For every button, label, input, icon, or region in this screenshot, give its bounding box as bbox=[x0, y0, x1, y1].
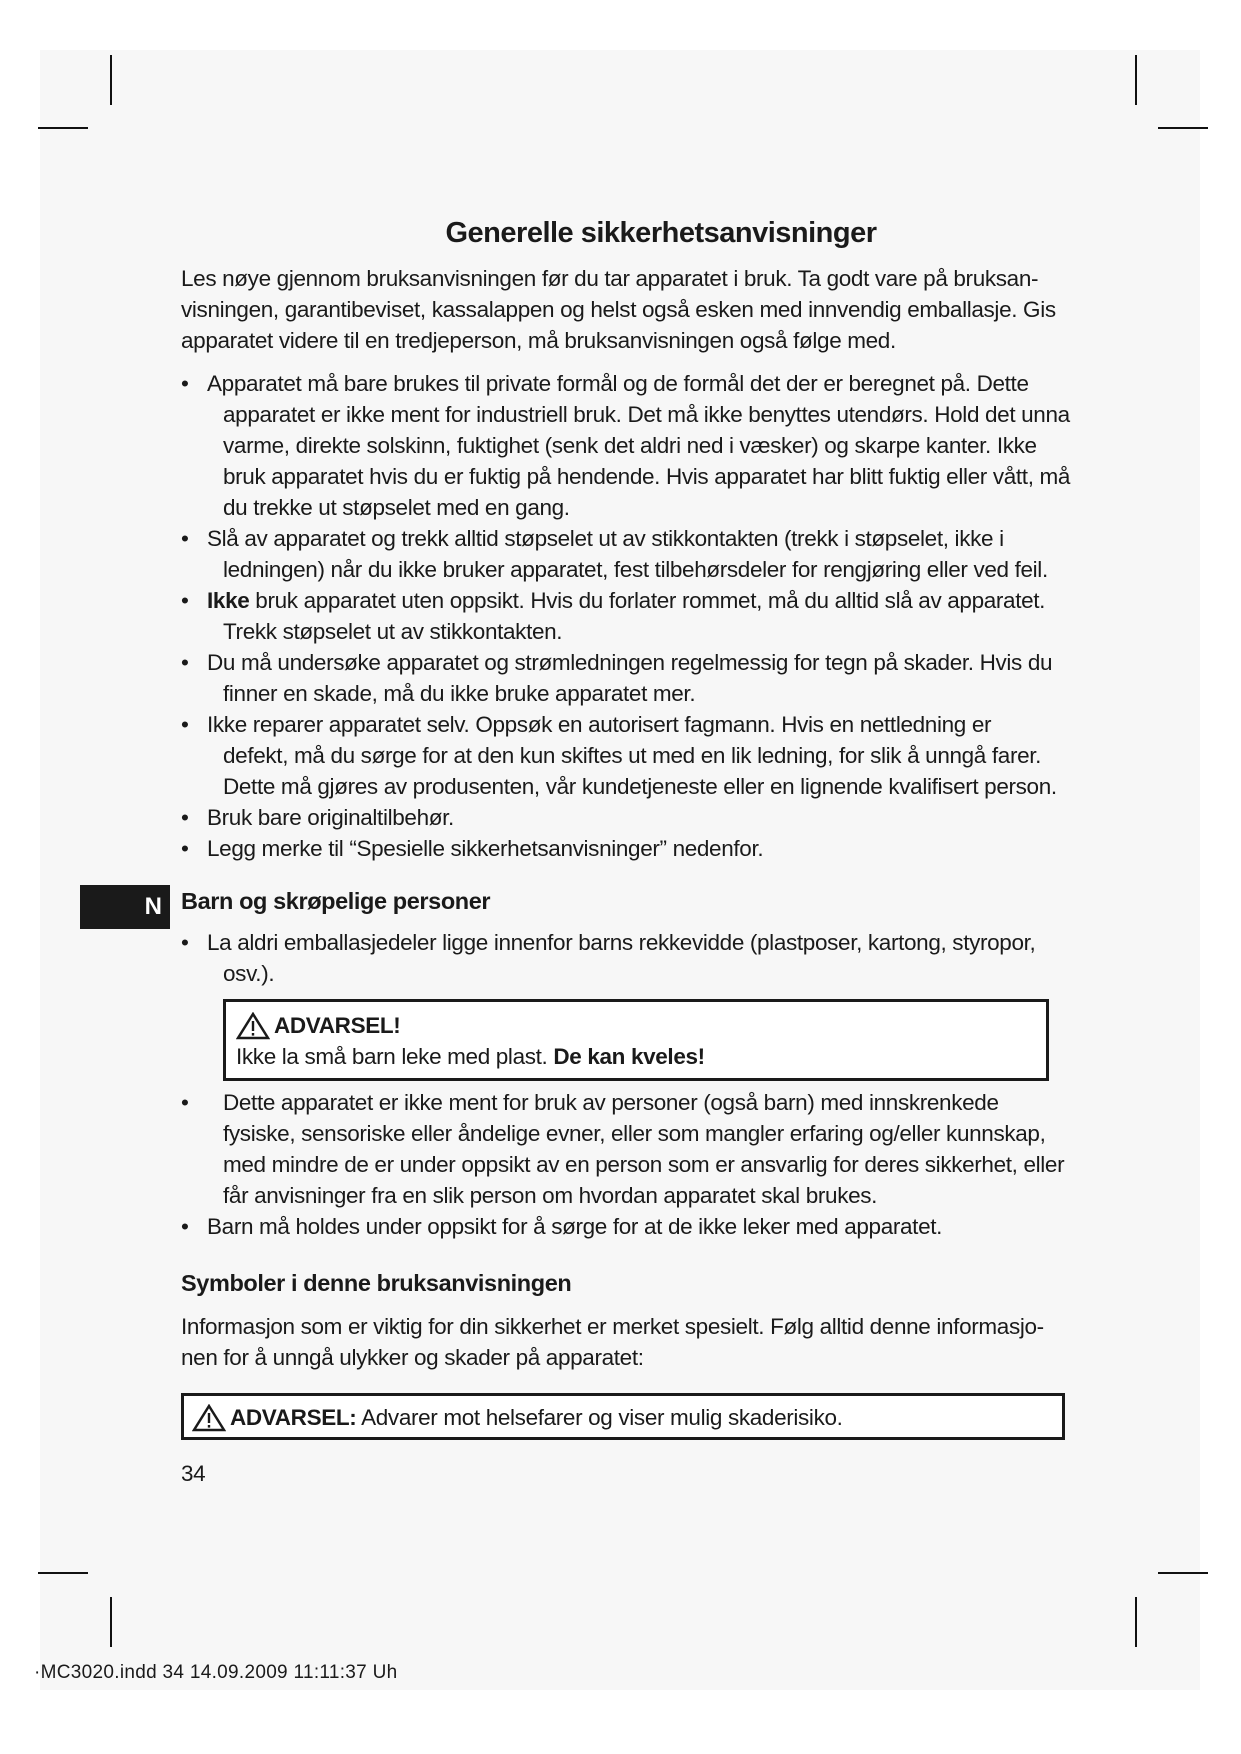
children-bullet-list bbox=[181, 927, 1071, 989]
bullet-line: finner en skade, må du ikke bruke apparatet mer. bbox=[223, 681, 696, 706]
bullet-line: defekt, må du sørge for at den kun skiftes ut med en lik ledning, for slik å unngå farer. bbox=[223, 743, 1042, 768]
print-slug: ·MC3020.indd 34 14.09.2009 11:11:37 Uh bbox=[34, 1662, 398, 1683]
crop-mark-top-right-v bbox=[1135, 55, 1137, 105]
page-number: 34 bbox=[181, 1461, 206, 1486]
bullet-line: La aldri emballasjedeler ligge innenfor barns rekkevidde (plastposer, kartong, styropor, bbox=[207, 930, 1036, 955]
warning-triangle-icon bbox=[236, 1012, 270, 1040]
bullet-line: bruk apparatet uten oppsikt. Hvis du forlater rommet, må du alltid slå av apparatet. bbox=[249, 588, 1046, 613]
warning-box-children bbox=[223, 999, 1049, 1081]
warning-text-bold: De kan kveles! bbox=[553, 1044, 705, 1069]
warning-box-symbols bbox=[181, 1393, 1065, 1440]
crop-mark-top-left-v bbox=[110, 55, 112, 105]
children-bullet-list-2 bbox=[181, 1087, 1071, 1242]
warning-label: ADVARSEL: bbox=[230, 1405, 357, 1430]
bullet-line: du trekke ut støpselet med en gang. bbox=[223, 495, 570, 520]
list-item bbox=[181, 368, 1071, 523]
bullet-line: osv.). bbox=[223, 961, 275, 986]
symbols-section-heading: Symboler i denne bruksanvisningen bbox=[181, 1270, 572, 1296]
crop-mark-top-left-h bbox=[38, 127, 88, 129]
list-item bbox=[181, 1087, 1071, 1211]
bullet-line: fysiske, sensoriske eller åndelige evner, eller som mangler erfaring og/eller kunnskap, bbox=[223, 1121, 1046, 1146]
list-item bbox=[181, 833, 1071, 864]
language-tab: N bbox=[80, 885, 170, 929]
crop-mark-top-right-h bbox=[1158, 127, 1208, 129]
symbols-line: nen for å unngå ulykker og skader på apparatet: bbox=[181, 1345, 644, 1370]
bullet-line: Slå av apparatet og trekk alltid støpselet ut av stikkontakten (trekk i støpselet, ikke i bbox=[207, 526, 1004, 551]
intro-line: Les nøye gjennom bruksanvisningen før du tar apparatet i bruk. Ta godt vare på bruksan- bbox=[181, 266, 1039, 291]
bullet-line: ledningen) når du ikke bruker apparatet, fest tilbehørsdeler for rengjøring eller ved feil. bbox=[223, 557, 1048, 582]
bullet-line: Dette må gjøres av produsenten, vår kundetjeneste eller en lignende kvalifisert person. bbox=[223, 774, 1057, 799]
intro-line: visningen, garantibeviset, kassalappen og helst også esken med innvendig emballasje. Gis bbox=[181, 297, 1056, 322]
warning-text-normal: Ikke la små barn leke med plast. bbox=[236, 1044, 554, 1069]
bullet-line: Bruk bare originaltilbehør. bbox=[207, 805, 454, 830]
children-section-heading: Barn og skrøpelige personer bbox=[181, 888, 491, 914]
list-item bbox=[181, 709, 1071, 802]
crop-mark-bottom-left-v bbox=[110, 1597, 112, 1647]
bullet-line: bruk apparatet hvis du er fuktig på hendende. Hvis apparatet har blitt fuktig eller vått, må bbox=[223, 464, 1071, 489]
warning-symbol-row bbox=[192, 1402, 1052, 1433]
bullet-line: apparatet er ikke ment for industriell bruk. Det må ikke benyttes utendørs. Hold det unna bbox=[223, 402, 1070, 427]
bullet-line: Apparatet må bare brukes til private formål og de formål det der er beregnet på. Dette bbox=[207, 371, 1029, 396]
bullet-line: Legg merke til “Spesielle sikkerhetsanvisninger” nedenfor. bbox=[207, 836, 764, 861]
intro-line: apparatet videre til en tredjeperson, må bruksanvisningen også følge med. bbox=[181, 328, 896, 353]
warning-title: ADVARSEL! bbox=[274, 1013, 401, 1038]
bullet-line: med mindre de er under oppsikt av en person som er ansvarlig for deres sikkerhet, eller bbox=[223, 1152, 1065, 1177]
bullet-line: Barn må holdes under oppsikt for å sørge for at de ikke leker med apparatet. bbox=[207, 1214, 943, 1239]
safety-bullet-list bbox=[181, 368, 1071, 864]
warning-title-row bbox=[236, 1010, 1036, 1041]
intro-paragraph bbox=[181, 263, 1071, 356]
list-item bbox=[181, 585, 1071, 647]
page-content bbox=[181, 215, 1071, 1489]
page-title: Generelle sikkerhetsanvisninger bbox=[445, 217, 877, 249]
warning-text bbox=[236, 1041, 1036, 1072]
list-item bbox=[181, 1211, 1071, 1242]
list-item bbox=[181, 523, 1071, 585]
bullet-line: Du må undersøke apparatet og strømledningen regelmessig for tegn på skader. Hvis du bbox=[207, 650, 1053, 675]
warning-description: Advarer mot helsefarer og viser mulig skaderisiko. bbox=[356, 1405, 843, 1430]
bullet-line: Ikke reparer apparatet selv. Oppsøk en autorisert fagmann. Hvis en nettledning er bbox=[207, 712, 992, 737]
warning-triangle-icon bbox=[192, 1404, 226, 1432]
bullet-line: • Dette apparatet er ikke ment for bruk av personer (også barn) med innskrenkede bbox=[223, 1090, 999, 1115]
crop-mark-bottom-right-h bbox=[1158, 1572, 1208, 1574]
bullet-line: varme, direkte solskinn, fuktighet (senk det aldri ned i væsker) og skarpe kanter. Ikke bbox=[223, 433, 1037, 458]
bullet-bold-word: Ikke bbox=[207, 588, 250, 613]
list-item bbox=[181, 647, 1071, 709]
crop-mark-bottom-left-h bbox=[38, 1572, 88, 1574]
bullet-line: får anvisninger fra en slik person om hvordan apparatet skal brukes. bbox=[223, 1183, 878, 1208]
list-item bbox=[181, 927, 1071, 989]
symbols-paragraph bbox=[181, 1311, 1071, 1373]
symbols-line: Informasjon som er viktig for din sikkerhet er merket spesielt. Følg alltid denne informasjo- bbox=[181, 1314, 1044, 1339]
list-item bbox=[181, 802, 1071, 833]
crop-mark-bottom-right-v bbox=[1135, 1597, 1137, 1647]
bullet-line: Trekk støpselet ut av stikkontakten. bbox=[223, 619, 563, 644]
